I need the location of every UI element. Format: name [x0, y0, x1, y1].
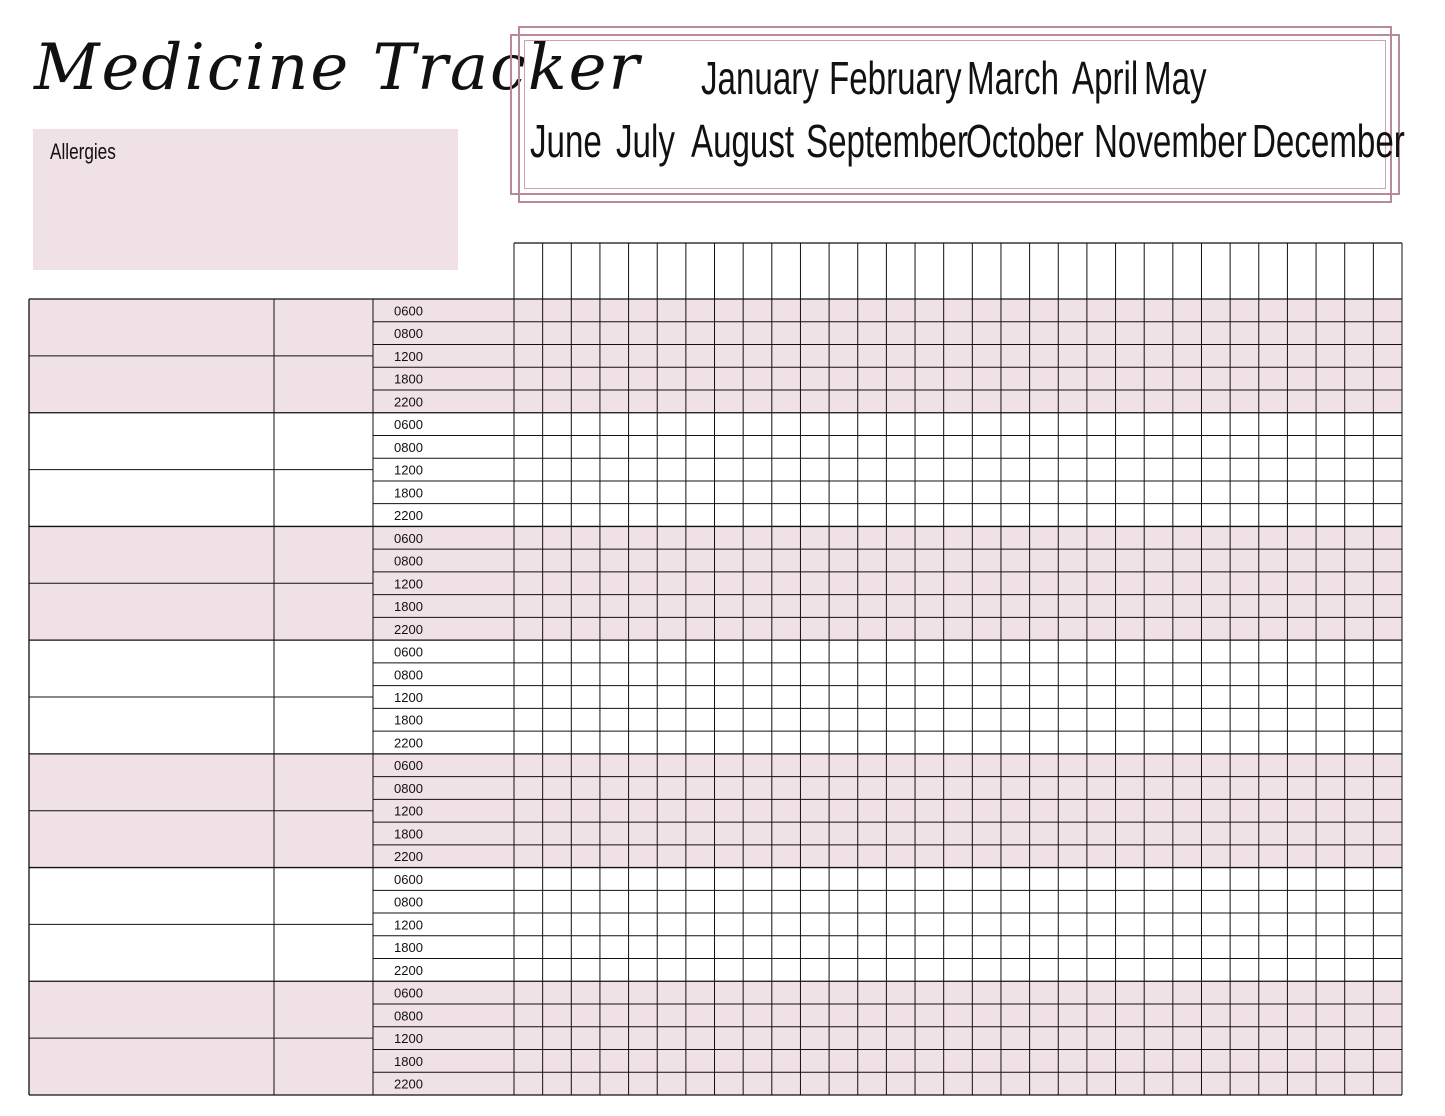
day-header-cell[interactable] — [772, 243, 801, 299]
month-december[interactable]: December — [1252, 115, 1405, 167]
time-label: 1800 — [394, 599, 423, 615]
medicine-name-cell[interactable] — [29, 526, 274, 583]
time-label: 1200 — [394, 917, 423, 933]
medicine-name-cell[interactable] — [29, 640, 274, 697]
day-header-cell[interactable] — [571, 243, 600, 299]
allergies-label: Allergies — [50, 139, 116, 164]
day-header-cell[interactable] — [1345, 243, 1374, 299]
month-november[interactable]: November — [1094, 115, 1247, 167]
day-header-cell[interactable] — [686, 243, 715, 299]
medicine-dose-cell[interactable] — [274, 868, 373, 925]
day-header-cell[interactable] — [1144, 243, 1173, 299]
medicine-name-cell[interactable] — [29, 413, 274, 470]
day-header-cell[interactable] — [514, 243, 543, 299]
time-label: 2200 — [394, 508, 423, 524]
time-label: 1800 — [394, 1053, 423, 1069]
medicine-name-cell[interactable] — [29, 583, 274, 640]
month-february[interactable]: February — [829, 52, 962, 104]
day-header-cell[interactable] — [1030, 243, 1059, 299]
time-label: 0600 — [394, 871, 423, 887]
month-january[interactable]: January — [701, 52, 819, 104]
day-header-cell[interactable] — [743, 243, 772, 299]
day-header-cell[interactable] — [1001, 243, 1030, 299]
day-header-cell[interactable] — [1230, 243, 1259, 299]
day-header-cell[interactable] — [543, 243, 572, 299]
time-label: 1200 — [394, 690, 423, 706]
time-label: 1200 — [394, 576, 423, 592]
month-april[interactable]: April — [1072, 52, 1139, 104]
time-label: 0800 — [394, 894, 423, 910]
time-label: 0600 — [394, 303, 423, 319]
month-september[interactable]: September — [806, 115, 969, 167]
day-header-cell[interactable] — [1173, 243, 1202, 299]
time-label: 2200 — [394, 962, 423, 978]
medicine-dose-cell[interactable] — [274, 754, 373, 811]
medicine-dose-cell[interactable] — [274, 697, 373, 754]
medicine-dose-cell[interactable] — [274, 470, 373, 527]
day-header-cell[interactable] — [1287, 243, 1316, 299]
time-label: 0800 — [394, 780, 423, 796]
medicine-name-cell[interactable] — [29, 470, 274, 527]
medicine-name-cell[interactable] — [29, 868, 274, 925]
day-header-cell[interactable] — [1087, 243, 1116, 299]
month-june[interactable]: June — [530, 115, 602, 167]
day-header-cell[interactable] — [1058, 243, 1087, 299]
medicine-name-cell[interactable] — [29, 697, 274, 754]
medicine-dose-cell[interactable] — [274, 811, 373, 868]
day-header-cell[interactable] — [600, 243, 629, 299]
time-label: 0600 — [394, 644, 423, 660]
day-header-cell[interactable] — [944, 243, 973, 299]
day-header-cell[interactable] — [1259, 243, 1288, 299]
medicine-name-cell[interactable] — [29, 299, 274, 356]
time-label: 2200 — [394, 849, 423, 865]
time-label: 1800 — [394, 826, 423, 842]
medicine-dose-cell[interactable] — [274, 924, 373, 981]
time-label: 1800 — [394, 712, 423, 728]
day-header-cell[interactable] — [800, 243, 829, 299]
day-header-cell[interactable] — [829, 243, 858, 299]
medicine-name-cell[interactable] — [29, 924, 274, 981]
medicine-name-cell[interactable] — [29, 356, 274, 413]
time-label: 0800 — [394, 1008, 423, 1024]
day-header-cell[interactable] — [886, 243, 915, 299]
month-october[interactable]: October — [966, 115, 1084, 167]
time-label: 2200 — [394, 621, 423, 637]
time-label: 0800 — [394, 667, 423, 683]
medicine-dose-cell[interactable] — [274, 526, 373, 583]
day-header-cell[interactable] — [657, 243, 686, 299]
medicine-name-cell[interactable] — [29, 754, 274, 811]
page-title: Medicine Tracker — [34, 31, 642, 105]
time-label: 1800 — [394, 485, 423, 501]
time-label: 0600 — [394, 985, 423, 1001]
time-label: 0600 — [394, 758, 423, 774]
time-label: 0800 — [394, 439, 423, 455]
time-label: 2200 — [394, 1076, 423, 1092]
day-header-cell[interactable] — [629, 243, 658, 299]
time-label: 0800 — [394, 553, 423, 569]
time-label: 1800 — [394, 371, 423, 387]
time-label: 1200 — [394, 803, 423, 819]
day-header-cell[interactable] — [858, 243, 887, 299]
month-may[interactable]: May — [1144, 52, 1207, 104]
day-header-cell[interactable] — [972, 243, 1001, 299]
time-label: 0600 — [394, 530, 423, 546]
time-label: 2200 — [394, 394, 423, 410]
month-august[interactable]: August — [691, 115, 795, 167]
medicine-dose-cell[interactable] — [274, 356, 373, 413]
day-header-cell[interactable] — [1316, 243, 1345, 299]
day-header-cell[interactable] — [1201, 243, 1230, 299]
medicine-dose-cell[interactable] — [274, 981, 373, 1038]
medicine-name-cell[interactable] — [29, 811, 274, 868]
day-header-cell[interactable] — [1373, 243, 1402, 299]
medicine-dose-cell[interactable] — [274, 413, 373, 470]
medicine-dose-cell[interactable] — [274, 640, 373, 697]
month-july[interactable]: July — [616, 115, 675, 167]
medicine-name-cell[interactable] — [29, 1038, 274, 1095]
time-label: 1200 — [394, 462, 423, 478]
time-label: 1200 — [394, 348, 423, 364]
time-label: 1800 — [394, 940, 423, 956]
medicine-name-cell[interactable] — [29, 981, 274, 1038]
time-label: 0600 — [394, 417, 423, 433]
day-header-cell[interactable] — [1116, 243, 1145, 299]
time-label: 1200 — [394, 1031, 423, 1047]
day-header-cell[interactable] — [715, 243, 744, 299]
time-label: 2200 — [394, 735, 423, 751]
medicine-dose-cell[interactable] — [274, 299, 373, 356]
day-header-cell[interactable] — [915, 243, 944, 299]
medicine-dose-cell[interactable] — [274, 583, 373, 640]
medicine-dose-cell[interactable] — [274, 1038, 373, 1095]
month-march[interactable]: March — [967, 52, 1060, 104]
time-label: 0800 — [394, 326, 423, 342]
